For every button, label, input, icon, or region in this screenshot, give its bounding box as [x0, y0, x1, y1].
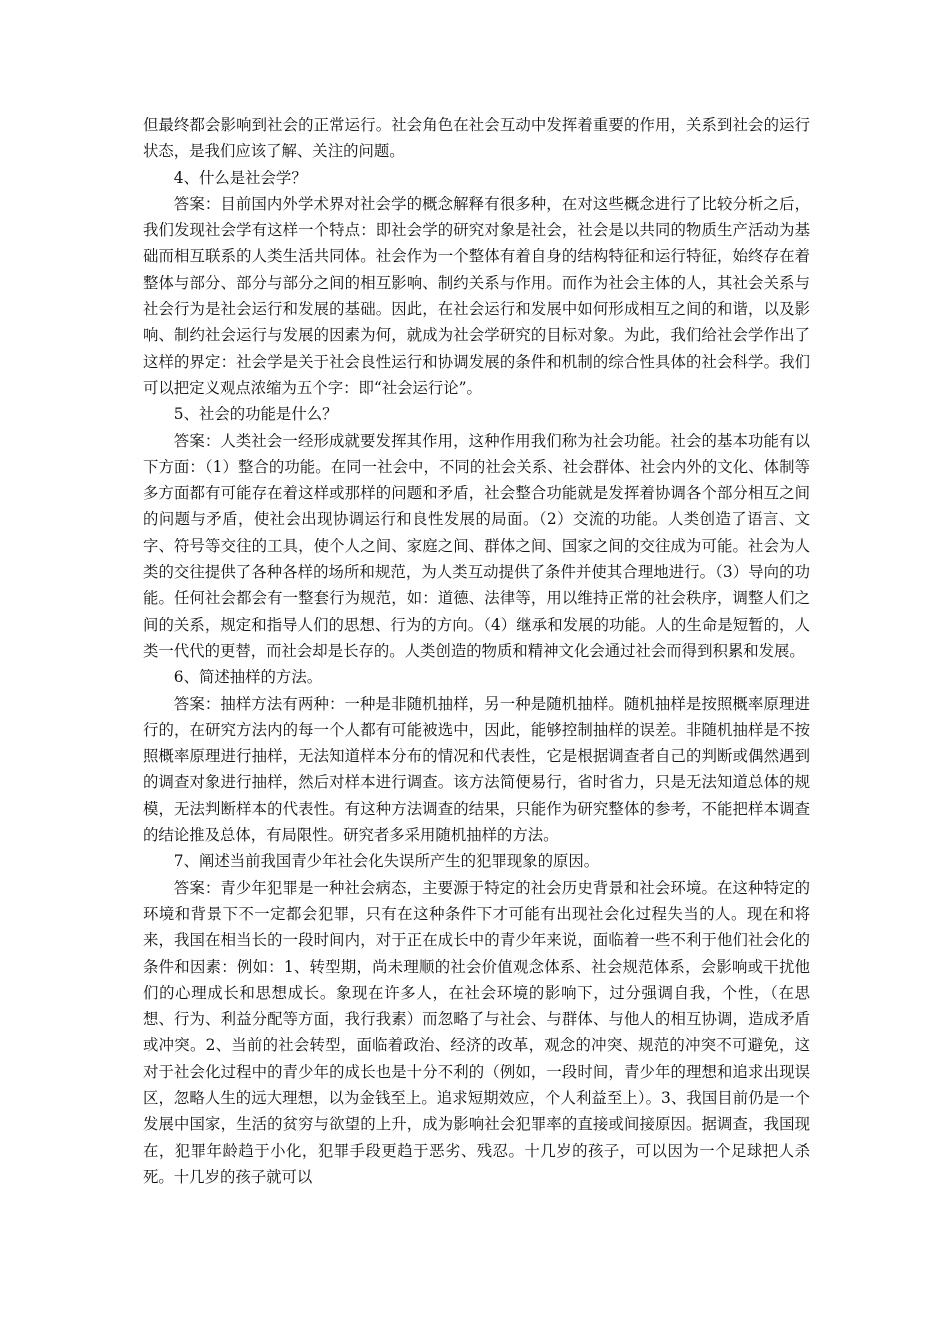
question-5: 5、社会的功能是什么？: [173, 405, 338, 424]
question-7: 7、阐述当前我国青少年社会化失误所产生的犯罪现象的原因。: [173, 852, 600, 871]
answer-6: 答案：抽样方法有两种：一种是非随机抽样，另一种是随机抽样。随机抽样是按照概率原理进行的，在研究方法内的每一个人都有可能被选中，因此，能够控制抽样的误差。非随机抽样是不按照概率原理进行抽样，无法知道样本分布的情况和代表性，它是根据调查者自己的判断或偶然遇到的调查对象进行抽样，然后对样本进行调查。该方法简便易行，省时省力，只是无法知道总体的规模，无法判断样本的代表性。有这种方法调查的结果，只能作为研究整体的参考，不能把样本调查的结论推及总体，有局限性。研究者多采用随机抽样的方法。: [143, 694, 810, 845]
question-4: 4、什么是社会学？: [173, 168, 307, 187]
answer-7: 答案：青少年犯罪是一种社会病态，主要源于特定的社会历史背景和社会环境。在这种特定的环境和背景下不一定都会犯罪，只有在这种条件下才可能有出现社会化过程失当的人。现在和将来，我国在相当长的一段时间内，对于正在成长中的青少年来说，面临着一些不利于他们社会化的条件和因素：例如：1、转型期，尚未理顺的社会价值观念体系、社会规范体系，会影响或干扰他们的心理成长和思想成长。象现在许多人，在社会环境的影响下，过分强调自我，个性，（在思想、行为、利益分配等方面，我行我素）而忽略了与社会、与群体、与他人的相互协调，造成矛盾或冲突。2、当前的社会转型，面临着政治、经济的改革，观念的冲突、规范的冲突不可避免，这对于社会化过程中的青少年的成长也是十分不利的（例如，一段时间，青少年的理想和追求出现误区，忽略人生的远大理想，以为金钱至上。追求短期效应，个人利益至上）。3、我国目前仍是一个发展中国家，生活的贫穷与欲望的上升，成为影响社会犯罪率的直接或间接原因。据调查，我国现在，犯罪年龄趋于小化，犯罪手段更趋于恶劣、残忍。十几岁的孩子，可以因为一个足球把人杀死。十几岁的孩子就可以: [143, 878, 810, 1186]
document-page: [143, 112, 810, 1190]
continuation-paragraph: 但最终都会影响到社会的正常运行。社会角色在社会互动中发挥着重要的作用，关系到社会的运行状态，是我们应该了解、关注的问题。: [143, 116, 810, 161]
answer-5: 答案：人类社会一经形成就要发挥其作用，这种作用我们称为社会功能。社会的基本功能有以下方面：（1）整合的功能。在同一社会中，不同的社会关系、社会群体、社会内外的文化、体制等多方面都有可能存在着这样或那样的问题和矛盾，社会整合功能就是发挥着协调各个部分相互之间的问题与矛盾，使社会出现协调运行和良性发展的局面。（2）交流的功能。人类创造了语言、文字、符号等交往的工具，使个人之间、家庭之间、群体之间、国家之间的交往成为可能。社会为人类的交往提供了各种各样的场所和规范，为人类互动提供了条件并使其合理地进行。（3）导向的功能。任何社会都会有一整套行为规范，如：道德、法律等，用以维持正常的社会秩序，调整人们之间的关系，规定和指导人们的思想、行为的方向。（4）继承和发展的功能。人的生命是短暂的，人类一代代的更替，而社会却是长存的。人类创造的物质和精神文化会通过社会而得到积累和发展。: [143, 431, 810, 660]
question-6: 6、简述抽样的方法。: [173, 668, 323, 687]
answer-4: 答案：目前国内外学术界对社会学的概念解释有很多种，在对这些概念进行了比较分析之后，我们发现社会学有这样一个特点：即社会学的研究对象是社会，社会是以共同的物质生产活动为基础而相互联系的人类生活共同体。社会作为一个整体有着自身的结构特征和运行特征，始终存在着整体与部分、部分与部分之间的相互影响、制约关系与作用。而作为社会主体的人，其社会关系与社会行为是社会运行和发展的基础。因此，在社会运行和发展中如何形成相互之间的和谐，以及影响、制约社会运行与发展的因素为何，就成为社会学研究的目标对象。为此，我们给社会学作出了这样的界定：社会学是关于社会良性运行和协调发展的条件和机制的综合性具体的社会科学。我们可以把定义观点浓缩为五个字：即“社会运行论”。: [143, 194, 810, 397]
